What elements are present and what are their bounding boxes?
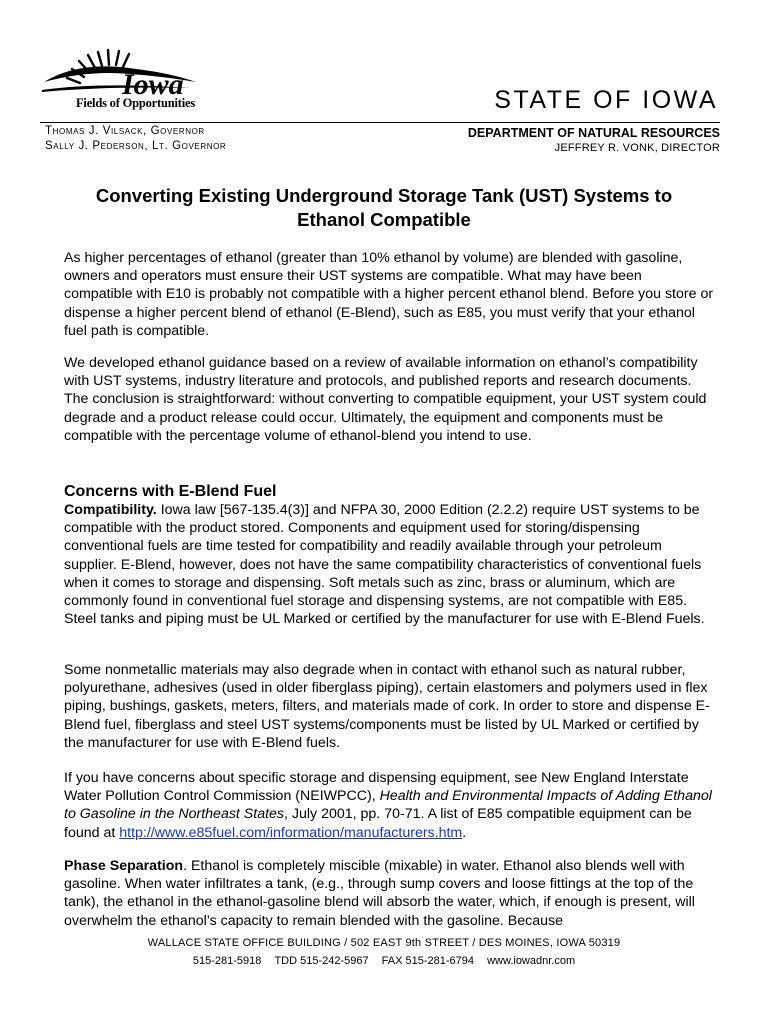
department-name: DEPARTMENT OF NATURAL RESOURCES [467,126,720,140]
state-title: STATE OF IOWA [494,86,718,114]
footer-phone: 515-281-5918 [192,955,262,967]
report-title: Health and Environmental Impacts of Adding Ethanol to Gasoline in the Northeast States [64,788,712,823]
document-title [40,184,728,232]
e85-manufacturers-link[interactable]: http://www.e85fuel.com/information/manufacturers.htm [119,824,463,841]
title-line-2: Ethanol Compatible [297,209,471,230]
concerns-text-a: If you have concerns about specific storage and dispensing equipment, see New England Interstate Water Pollution Control Commission (NEIWPCC), [64,770,689,805]
footer-tdd: TDD 515-242-5967 [274,955,369,967]
compatibility-text: Iowa law [567-135.4(3)] and NFPA 30, 2000 Edition (2.2.2) require UST systems to be compatible with the product stored. Components and equipment used for storing/dispensing conventional fuels are time tested for compatibility and readily available through your petroleum supplier. E-Blend, however, does not have the same compatibility characteristics of conventional fuels when it comes to storage and dispensing. Soft metals such as zinc, brass or aluminum, which are commonly found in conventional fuel storage and dispensing systems, are not compatible with E85. Steel tanks and piping must be UL Marked or certified by the manufacturer for use with E-Blend Fuels. [64,502,705,628]
phase-separation-text: . Ethanol is completely miscible (mixable) in water. Ethanol also blends well with gasoline. When water infiltrates a tank, (e.g., through sump covers and loose fittings at the top of the tank), the ethanol in the ethanol-gasoline blend will absorb the water, which, if enough is present, will overwhelm the ethanol’s capacity to remain blended with the gasoline. Because [64,858,695,929]
paragraph-nonmetallic: Some nonmetallic materials may also degrade when in contact with ethanol such as natural rubber, polyurethane, adhesives (used in older fiberglass piping), certain elastomers and polymers used in flex piping, bushings, gaskets, meters, filters, and materials made of cork. In order to store and dispense E-Blend fuel, fiberglass and steel UST systems/components must be listed by UL Marked or certified by the manufacturer for use with E-Blend fuels. [64,662,710,751]
paragraph-concerns [64,769,714,842]
governor-name: Thomas J. Vilsack, Governor [45,125,205,137]
compatibility-lead: Compatibility. [64,502,157,518]
footer-fax: FAX 515-281-6794 [381,955,475,967]
footer-contacts [0,955,768,967]
paragraph-compatibility [64,501,714,628]
logo-tagline: Fields of Opportunities [76,96,196,110]
header-rule [40,122,720,123]
concerns-text-c: . [462,824,467,841]
footer-address: WALLACE STATE OFFICE BUILDING / 502 EAST 9th STREET / DES MOINES, IOWA 50319 [147,937,621,949]
lt-governor-name: Sally J. Pederson, Lt. Governor [45,140,227,152]
concerns-text-b: , July 2001, pp. 70-71. A list of E85 compatible equipment can be found at [64,806,692,841]
director-name: JEFFREY R. VONK, DIRECTOR [554,142,720,154]
paragraph-phase-separation [64,857,714,930]
paragraph-guidance: We developed ethanol guidance based on a review of available information on ethanol’s compatibility with UST systems, industry literature and protocols, and published reports and research documents. The conclusion is straightforward: without converting to compatible equipment, your UST system could degrade and a product release could occur. Ultimately, the equipment and components must be compatible with the percentage volume of ethanol-blend you intend to use. [64,355,707,444]
paragraph-intro: As higher percentages of ethanol (greater than 10% ethanol by volume) are blended with gasoline, owners and operators must ensure their UST systems are compatible. What may have been compatible with E10 is probably not compatible with a higher percent ethanol blend. Before you store or dispense a higher percent blend of ethanol (E-Blend), such as E85, you must verify that your ethanol fuel path is compatible. [64,250,714,339]
title-line-1: Converting Existing Underground Storage Tank (UST) Systems to [95,185,673,206]
footer-website: www.iowadnr.com [487,955,576,967]
phase-separation-lead: Phase Separation [64,858,184,874]
section-heading: Concerns with E-Blend Fuel [64,483,277,500]
svg-text:Iowa: Iowa [122,68,184,101]
